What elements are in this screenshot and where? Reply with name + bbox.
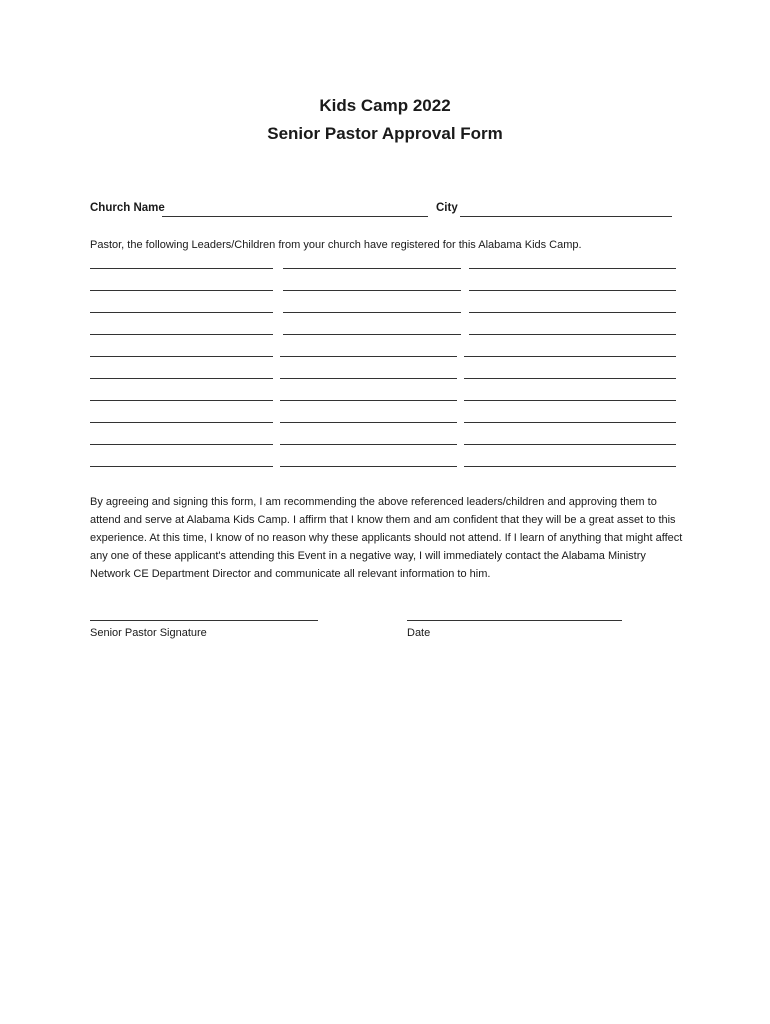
entry-line[interactable] — [90, 400, 273, 401]
intro-text: Pastor, the following Leaders/Children from your church have registered for this Alabama Kids Camp. — [90, 239, 582, 251]
entry-line[interactable] — [464, 378, 676, 379]
entry-line[interactable] — [280, 444, 457, 445]
entry-line[interactable] — [469, 312, 676, 313]
entry-line[interactable] — [280, 400, 457, 401]
entry-line[interactable] — [283, 290, 461, 291]
form-title: Kids Camp 2022 — [319, 96, 451, 115]
entry-line[interactable] — [283, 312, 461, 313]
entry-line[interactable] — [469, 334, 676, 335]
entry-line[interactable] — [90, 444, 273, 445]
date-field[interactable] — [407, 620, 622, 621]
date-label: Date — [407, 627, 431, 639]
entry-line[interactable] — [90, 466, 273, 467]
pastor-signature-label: Senior Pastor Signature — [90, 627, 207, 639]
entry-line[interactable] — [464, 400, 676, 401]
entry-line[interactable] — [280, 466, 457, 467]
city-field[interactable] — [460, 216, 672, 217]
entry-line[interactable] — [280, 422, 457, 423]
entry-line[interactable] — [469, 290, 676, 291]
entry-line[interactable] — [469, 268, 676, 269]
entry-line[interactable] — [464, 356, 676, 357]
entry-line[interactable] — [280, 378, 457, 379]
agreement-paragraph: By agreeing and signing this form, I am recommending the above referenced leaders/children and approving them to attend and serve at Alabama Kids Camp. I affirm that I know them and am confident that they will be a great asset to this experience. At this time, I know of no reason why these applicants should not attend. If I learn of anything that might affect any one of these applicant's attending this Event in a negative way, I will immediately contact the Alabama Ministry Network CE Department Director and communicate all relevant information to him. — [90, 496, 683, 580]
entry-line[interactable] — [90, 290, 273, 291]
church-name-field[interactable] — [162, 216, 428, 217]
entry-line[interactable] — [283, 268, 461, 269]
entry-line[interactable] — [90, 356, 273, 357]
church-name-label: Church Name — [90, 202, 165, 214]
entry-line[interactable] — [464, 444, 676, 445]
entry-line[interactable] — [90, 378, 273, 379]
entry-line[interactable] — [90, 334, 273, 335]
form-subtitle: Senior Pastor Approval Form — [267, 124, 503, 143]
entry-line[interactable] — [90, 422, 273, 423]
city-label: City — [436, 202, 458, 214]
church-city-row — [90, 202, 680, 220]
entry-line[interactable] — [90, 312, 273, 313]
entry-line[interactable] — [283, 334, 461, 335]
pastor-signature-field[interactable] — [90, 620, 318, 621]
entry-line[interactable] — [464, 422, 676, 423]
entry-line[interactable] — [90, 268, 273, 269]
registrant-entry-grid — [90, 268, 680, 478]
entry-line[interactable] — [464, 466, 676, 467]
entry-line[interactable] — [280, 356, 457, 357]
